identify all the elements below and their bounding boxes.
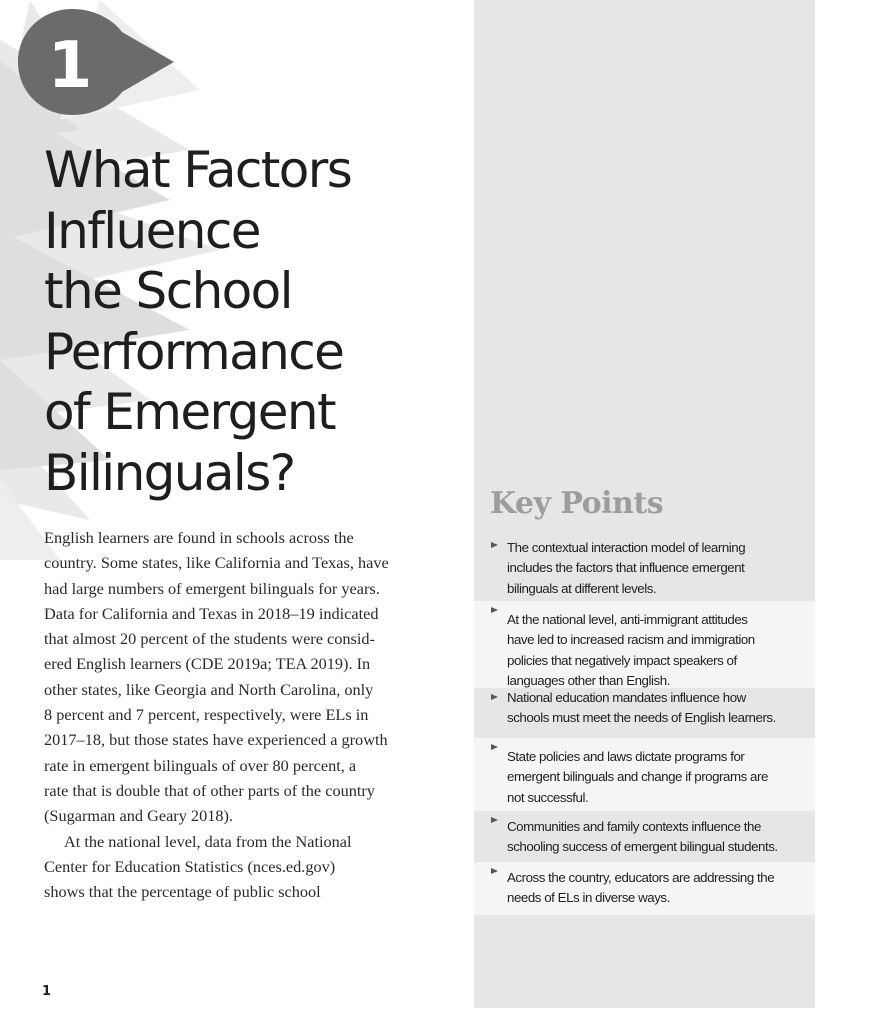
key-point-line: schooling success of emergent bilingual students. — [507, 839, 778, 855]
bullet-arrow-icon — [491, 744, 498, 750]
key-point-line: have led to increased racism and immigration — [507, 632, 755, 648]
title-line: the School — [44, 262, 292, 320]
key-point-line: Across the country, educators are addressing the — [507, 870, 775, 885]
key-point-line: State policies and laws dictate programs for — [507, 749, 745, 764]
text-line: rate that is double that of other parts of the country — [44, 780, 375, 800]
key-point-item — [474, 601, 815, 688]
paragraph — [44, 829, 444, 905]
bullet-arrow-icon — [491, 694, 498, 700]
text-line: rate in emergent bilinguals of over 80 percent, a — [44, 755, 357, 775]
text-line: English learners are found in schools across the — [44, 528, 354, 547]
text-line: (Sugarman and Geary 2018). — [44, 806, 233, 826]
body-text — [44, 525, 444, 904]
key-point-item — [474, 688, 815, 738]
bullet-arrow-icon — [491, 542, 498, 548]
paragraph — [44, 525, 444, 829]
text-line: Center for Education Statistics (nces.ed.gov) — [44, 856, 336, 876]
key-point-item — [474, 536, 815, 601]
text-line: country. Some states, like California and Texas, have — [44, 553, 389, 573]
title-line: Influence — [44, 201, 260, 260]
bullet-arrow-icon — [491, 607, 498, 613]
text-line: At the national level, data from the National — [64, 831, 352, 851]
key-point-line: not successful. — [507, 789, 589, 805]
text-line: that almost 20 percent of the students were consid- — [44, 629, 375, 649]
text-line: had large numbers of emergent bilinguals for years. — [44, 578, 380, 598]
chapter-title — [44, 140, 464, 503]
key-point-line: schools must meet the needs of English learners. — [507, 710, 776, 726]
key-points-heading: Key Points — [490, 486, 664, 521]
key-point-line: needs of ELs in diverse ways. — [507, 890, 670, 906]
key-point-line: policies that negatively impact speakers of — [507, 652, 737, 668]
text-line: shows that the percentage of public school — [44, 882, 321, 902]
key-point-line: includes the factors that influence emergent — [507, 560, 745, 576]
text-line: 8 percent and 7 percent, respectively, were ELs in — [44, 705, 369, 725]
text-line: other states, like Georgia and North Carolina, only — [44, 679, 374, 699]
key-point-item — [474, 862, 815, 915]
title-line: Bilinguals? — [44, 443, 295, 502]
text-line: Data for California and Texas in 2018–19 indicated — [44, 603, 379, 623]
text-line: ered English learners (CDE 2019a; TEA 2019). In — [44, 654, 371, 674]
title-line: What Factors — [44, 141, 352, 199]
title-line: of Emergent — [44, 383, 336, 441]
bullet-arrow-icon — [491, 868, 498, 874]
key-point-line: The contextual interaction model of learning — [507, 540, 746, 555]
key-point-line: bilinguals at different levels. — [507, 580, 657, 596]
text-line: 2017–18, but those states have experienced a growth — [44, 730, 388, 750]
key-point-line: Communities and family contexts influence the — [507, 819, 761, 834]
key-point-item — [474, 811, 815, 862]
key-point-item — [474, 738, 815, 811]
page-number: 1 — [42, 984, 52, 999]
key-points-list — [474, 536, 815, 915]
bullet-arrow-icon — [491, 817, 498, 823]
key-point-line: At the national level, anti-immigrant attitudes — [507, 612, 748, 627]
title-line: Performance — [44, 322, 344, 381]
key-point-line: National education mandates influence how — [507, 690, 746, 705]
key-point-line: languages other than English. — [507, 672, 670, 688]
chapter-number: 1 — [47, 29, 93, 103]
key-point-line: emergent bilinguals and change if programs are — [507, 769, 768, 785]
